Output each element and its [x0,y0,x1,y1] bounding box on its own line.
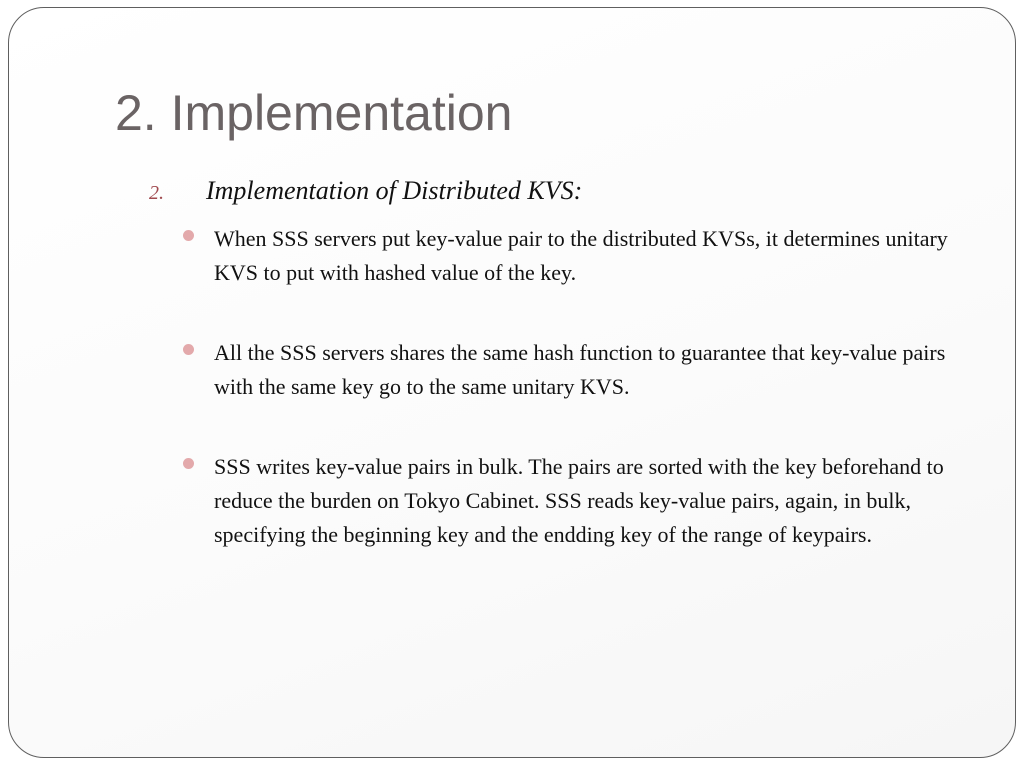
item-number: 2. [149,182,164,204]
slide-frame [8,7,1016,758]
bullet-dot-icon [183,458,194,469]
bullet-dot-icon [183,230,194,241]
bullet-text: When SSS servers put key-value pair to the distributed KVSs, it determines unitary KVS to put with hashed value of the key. [214,226,948,285]
bullet-dot-icon [183,344,194,355]
item-heading: Implementation of Distributed KVS: [206,176,583,205]
numbered-item [149,176,949,216]
slide-title: 2. Implementation [115,85,513,141]
bullet-text: SSS writes key-value pairs in bulk. The pairs are sorted with the key beforehand to reduce the burden on Tokyo Cabinet. SSS reads key-value pairs, again, in bulk, specifying the beginning key and the endding key of the range of keypairs. [214,454,944,547]
bullet-text: All the SSS servers shares the same hash function to guarantee that key-value pairs with the same key go to the same unitary KVS. [214,340,946,399]
